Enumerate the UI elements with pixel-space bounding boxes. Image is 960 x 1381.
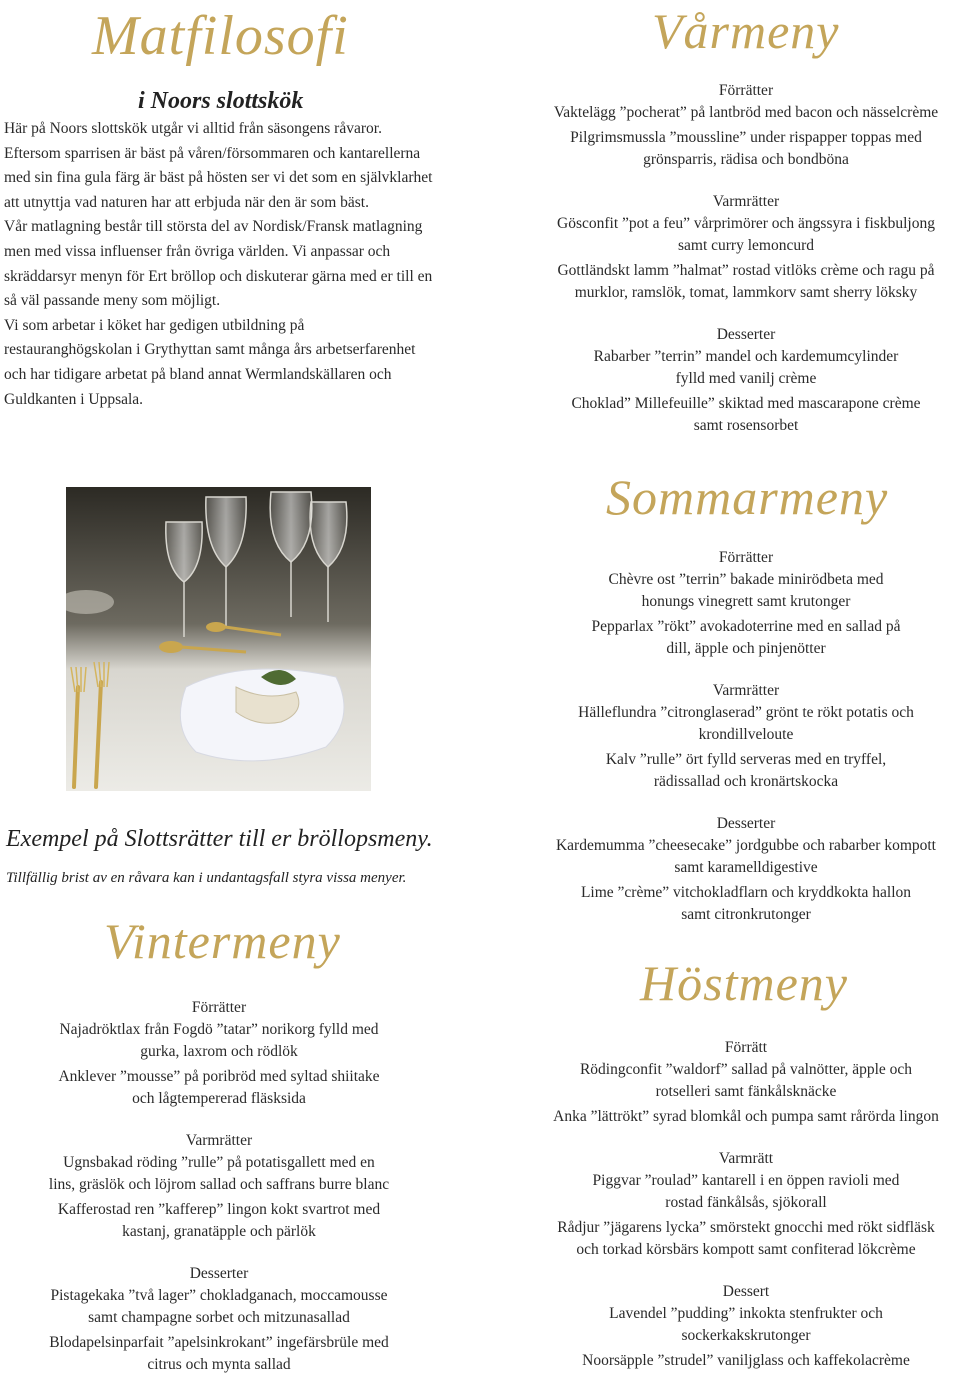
dish-line: och lågtempererad fläsksida (132, 1090, 306, 1107)
matfilosofi-title: Matfilosofi (92, 5, 349, 67)
dish-line: Gottländskt lamm ”halmat” rostad vitlöks crème och ragu på (557, 262, 935, 279)
menu-section-heading: Desserter (716, 326, 776, 343)
dish-line: Kardemumma ”cheesecake” jordgubbe och rabarber kompott (555, 837, 936, 854)
photo-note: Tillfällig brist av en råvara kan i undantagsfall styra vissa menyer. (6, 870, 407, 886)
hostmeny-title: Höstmeny (640, 955, 848, 1011)
menu-section-heading: Desserter (716, 815, 776, 832)
dish-line: lins, gräslök och löjrom sallad och saffrans burre blanc (48, 1176, 390, 1193)
varmeny-menu (530, 80, 960, 437)
dish-line: Piggvar ”roulad” kantarell i en öppen ravioli med (592, 1172, 900, 1189)
dish-line: samt karamelldigestive (674, 859, 818, 876)
dish-line: samt curry lemoncurd (677, 237, 814, 254)
dish-line: Lime ”crème” vitchokladflarn och kryddkokta hallon (580, 884, 912, 901)
menu-section-heading: Förrätt (724, 1039, 768, 1056)
intro-paragraph: Vår matlagning består till största del av Nordisk/Fransk matlagning men med vissa influenser från övriga världen. Vi anpassar och skräddarsyr menyn för Ert bröllop och diskuterar gärna med er till en så väl passande meny som möjligt. (4, 218, 433, 310)
dish-line: murklor, ramslök, tomat, lammkorv samt sherry löksky (574, 284, 918, 301)
dish-line: Najadröktlax från Fogdö ”tatar” norikorg fylld med (59, 1021, 379, 1038)
hostmeny-menu (530, 1037, 960, 1372)
menu-section-heading: Dessert (722, 1283, 770, 1300)
vintermeny-title: Vintermeny (104, 913, 341, 969)
dish-line: rostad fänkålsås, sjökorall (665, 1194, 827, 1211)
dish-line: Ugnsbakad röding ”rulle” på potatisgallett med en (63, 1154, 375, 1171)
dish-line: rotselleri samt fänkålsknäcke (655, 1083, 837, 1100)
dish-line: kastanj, granatäpple och pärlök (122, 1223, 316, 1240)
sommarmeny-menu (530, 547, 960, 926)
menu-section-heading: Förrätter (718, 82, 774, 99)
menu-section-heading: Varmrätter (712, 193, 780, 210)
dish-line: Rabarber ”terrin” mandel och kardemumcylinder (593, 348, 899, 365)
table-setting-photo (66, 487, 371, 791)
dish-line: sockerkakskrutonger (681, 1327, 811, 1344)
dish-line: Rådjur ”jägarens lycka” smörstekt gnocchi med rökt sidfläsk (557, 1219, 935, 1236)
menu-section-heading: Varmrätter (712, 682, 780, 699)
dish-line: Vaktelägg ”pocherat” på lantbröd med bacon och nässelcrème (553, 104, 939, 121)
dish-line: Pepparlax ”rökt” avokadoterrine med en sallad på (591, 618, 901, 635)
dish-line: Anka ”lättrökt” syrad blomkål och pumpa samt rårörda lingon (553, 1108, 939, 1125)
dish-line: samt citronkrutonger (681, 906, 811, 923)
dish-line: samt champagne sorbet och mitzunasallad (88, 1309, 350, 1326)
table-setting-image (66, 487, 371, 791)
dish-line: Kalv ”rulle” ört fylld serveras med en tryffel, (605, 751, 887, 768)
menu-section-heading: Förrätter (718, 549, 774, 566)
dish-line: Pilgrimsmussla ”moussline” under rispapper toppas med (570, 129, 922, 146)
intro-paragraph: Här på Noors slottskök utgår vi alltid från säsongens råvaror. Eftersom sparrisen är bäst på våren/försommaren och kantarellerna med sin fina gula färg är bäst på hösten ser vi det som en självklarhet att utnyttja vad naturen har att erbjuda när den är som bäst. (4, 120, 433, 211)
dish-line: gurka, laxrom och rödlök (140, 1043, 298, 1060)
dish-line: Blodapelsinparfait ”apelsinkrokant” ingefärsbrüle med (49, 1334, 389, 1351)
dish-line: fylld med vanilj crème (675, 370, 817, 387)
dish-line: Rödingconfit ”waldorf” sallad på valnötter, äpple och (579, 1061, 913, 1078)
intro-text (4, 117, 436, 412)
menu-section-heading: Varmrätt (718, 1150, 774, 1167)
dish-line: Kafferostad ren ”kafferep” lingon kokt svartrot med (57, 1201, 381, 1218)
subtitle: i Noors slottskök (138, 88, 304, 114)
menu-section-heading: Desserter (189, 1265, 249, 1282)
dish-line: och torkad körsbärs kompott samt confiterad lökcrème (576, 1241, 916, 1258)
dish-line: krondillveloute (698, 726, 794, 743)
sommarmeny-title: Sommarmeny (606, 469, 889, 525)
dish-line: Lavendel ”pudding” inkokta stenfrukter och (609, 1305, 883, 1322)
dish-line: citrus och mynta sallad (147, 1356, 291, 1373)
dish-line: rädissallad och kronärtskocka (653, 773, 839, 790)
dish-line: dill, äpple och pinjenötter (666, 640, 826, 657)
dish-line: Chèvre ost ”terrin” bakade minirödbeta med (608, 571, 884, 588)
intro-paragraph: Vi som arbetar i köket har gedigen utbildning på restauranghögskolan i Grythyttan samt många års arbetserfarenhet och har tidigare arbetat på bland annat Wermlandskällaren och Guldkanten i Uppsala. (4, 316, 416, 408)
dish-line: Gösconfit ”pot a feu” vårprimörer och ängssyra i fiskbuljong (557, 215, 935, 232)
vintermeny-menu (4, 997, 434, 1376)
dish-line: Noorsäpple ”strudel” vaniljglass och kaffekolacrème (582, 1352, 910, 1369)
menu-section-heading: Förrätter (191, 999, 247, 1016)
photo-caption: Exempel på Slottsrätter till er bröllopsmeny. (6, 826, 433, 852)
dish-line: Pistagekaka ”två lager” chokladganach, moccamousse (50, 1287, 388, 1304)
dish-line: Anklever ”mousse” på poribröd med syltad shiitake (58, 1068, 380, 1085)
menu-section-heading: Varmrätter (185, 1132, 253, 1149)
varmeny-title: Vårmeny (652, 3, 840, 59)
dish-line: samt rosensorbet (693, 417, 799, 434)
dish-line: Choklad” Millefeuille” skiktad med mascarapone crème (571, 395, 921, 412)
dish-line: honungs vinegrett samt krutonger (641, 593, 851, 610)
dish-line: Hälleflundra ”citronglaserad” grönt te rökt potatis och (578, 704, 914, 721)
dish-line: grönsparris, rädisa och bondböna (643, 151, 849, 168)
